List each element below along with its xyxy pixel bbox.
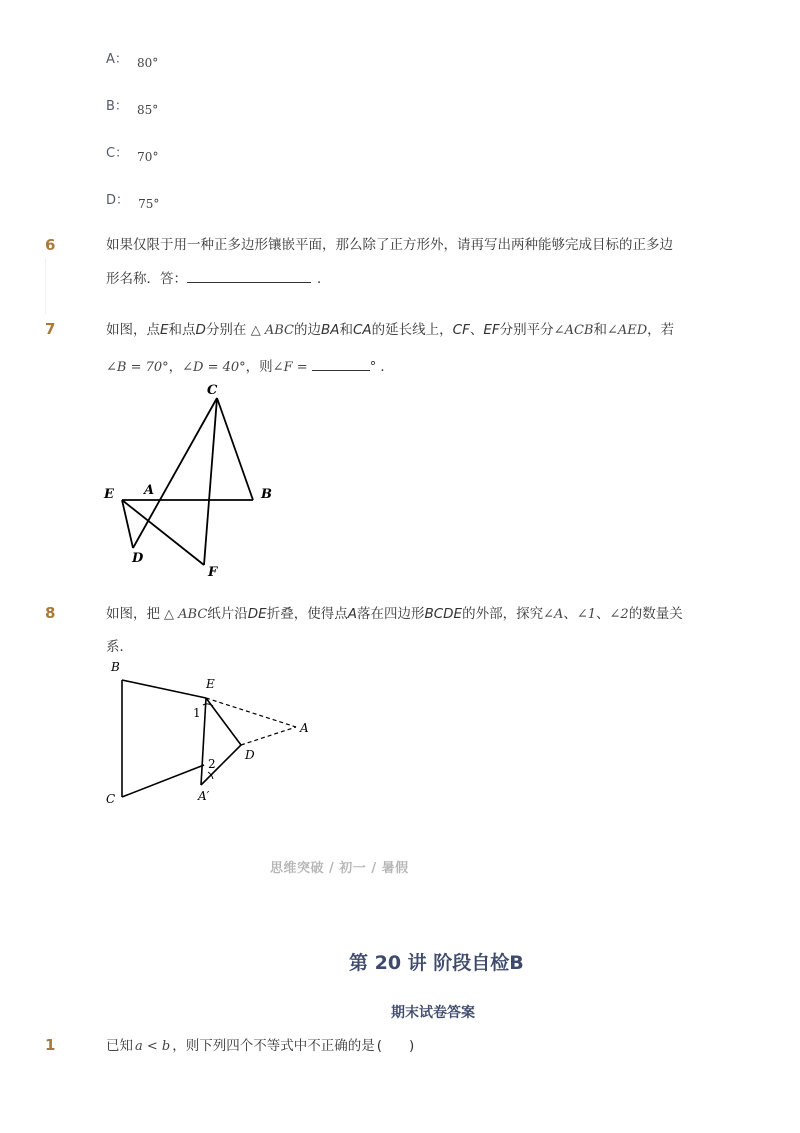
label-f: F — [208, 565, 218, 580]
label-d: D — [132, 551, 144, 566]
answer-bracket[interactable]: ( ) — [376, 1038, 415, 1054]
label-angle-1: 1 — [193, 706, 201, 720]
label-a: A — [144, 483, 155, 498]
question-number: 8 — [45, 604, 56, 622]
label-d: D — [245, 748, 255, 762]
page-footer: 思维突破 / 初一 / 暑假 — [270, 861, 409, 876]
option-letter: C： — [106, 146, 129, 161]
q8-figure — [100, 655, 320, 810]
question-text-line2: ∠B = 70°，∠D = 40°，则∠F = ° ． — [106, 359, 394, 375]
question-text: 已知 a < b ，则下列四个不等式中不正确的是 ( ) — [106, 1038, 415, 1054]
option-value: 70° — [137, 150, 159, 164]
answer-blank[interactable] — [187, 270, 311, 283]
label-b: B — [261, 487, 272, 502]
dashed-ea — [206, 698, 296, 727]
segment-ea-prime — [201, 698, 206, 785]
segment-be — [122, 680, 206, 698]
dashed-da — [241, 727, 296, 745]
question-text: 如图，点E和点D分别在 △ ABC的边BA和CA的延长线上，CF、EF分别平分∠ACB和∠AED，若 — [106, 322, 675, 338]
question-number: 7 — [45, 320, 56, 338]
label-c: C — [207, 383, 218, 398]
question-number: 6 — [45, 236, 56, 254]
question-number: 1 — [45, 1036, 56, 1054]
section-subtitle: 期末试卷答案 — [391, 1005, 475, 1021]
label-b: B — [111, 660, 120, 674]
label-angle-2: 2 — [208, 757, 216, 771]
option-letter: D： — [106, 193, 130, 208]
label-a: A — [300, 721, 309, 735]
label-e: E — [206, 677, 215, 691]
question-text: 如果仅限于用一种正多边形镶嵌平面，那么除了正方形外，请再写出两种能够完成目标的正多边 — [106, 237, 673, 253]
segment-da-prime — [201, 745, 241, 785]
option-b[interactable] — [106, 95, 159, 117]
question-text: 如图，把 △ ABC纸片沿DE折叠，使得点A落在四边形BCDE的外部，探究∠A、∠1、∠2的数量关 — [106, 606, 683, 622]
answer-blank[interactable] — [312, 358, 370, 371]
answer-suffix: ． — [317, 271, 331, 287]
option-a[interactable] — [106, 48, 159, 70]
section-title: 第 20 讲 阶段自检B — [349, 952, 524, 974]
option-d[interactable] — [106, 189, 160, 211]
segment-cb — [217, 398, 253, 500]
question-text-line2: 系． — [106, 639, 133, 655]
option-c[interactable] — [106, 142, 159, 164]
q7-figure — [100, 380, 290, 580]
answer-prefix: 形名称．答： — [106, 271, 187, 287]
option-value: 75° — [138, 197, 160, 211]
label-e: E — [104, 487, 114, 502]
option-value: 85° — [137, 103, 159, 117]
segment-cd — [133, 398, 217, 548]
option-value: 80° — [137, 56, 159, 70]
option-letter: B： — [106, 99, 128, 114]
segment-c-fold — [122, 765, 204, 797]
label-a-prime: A′ — [198, 789, 210, 803]
question-text-line2 — [106, 270, 331, 287]
option-letter: A： — [106, 52, 128, 67]
segment-cf — [204, 398, 217, 565]
label-c: C — [106, 792, 116, 806]
divider — [45, 258, 46, 314]
